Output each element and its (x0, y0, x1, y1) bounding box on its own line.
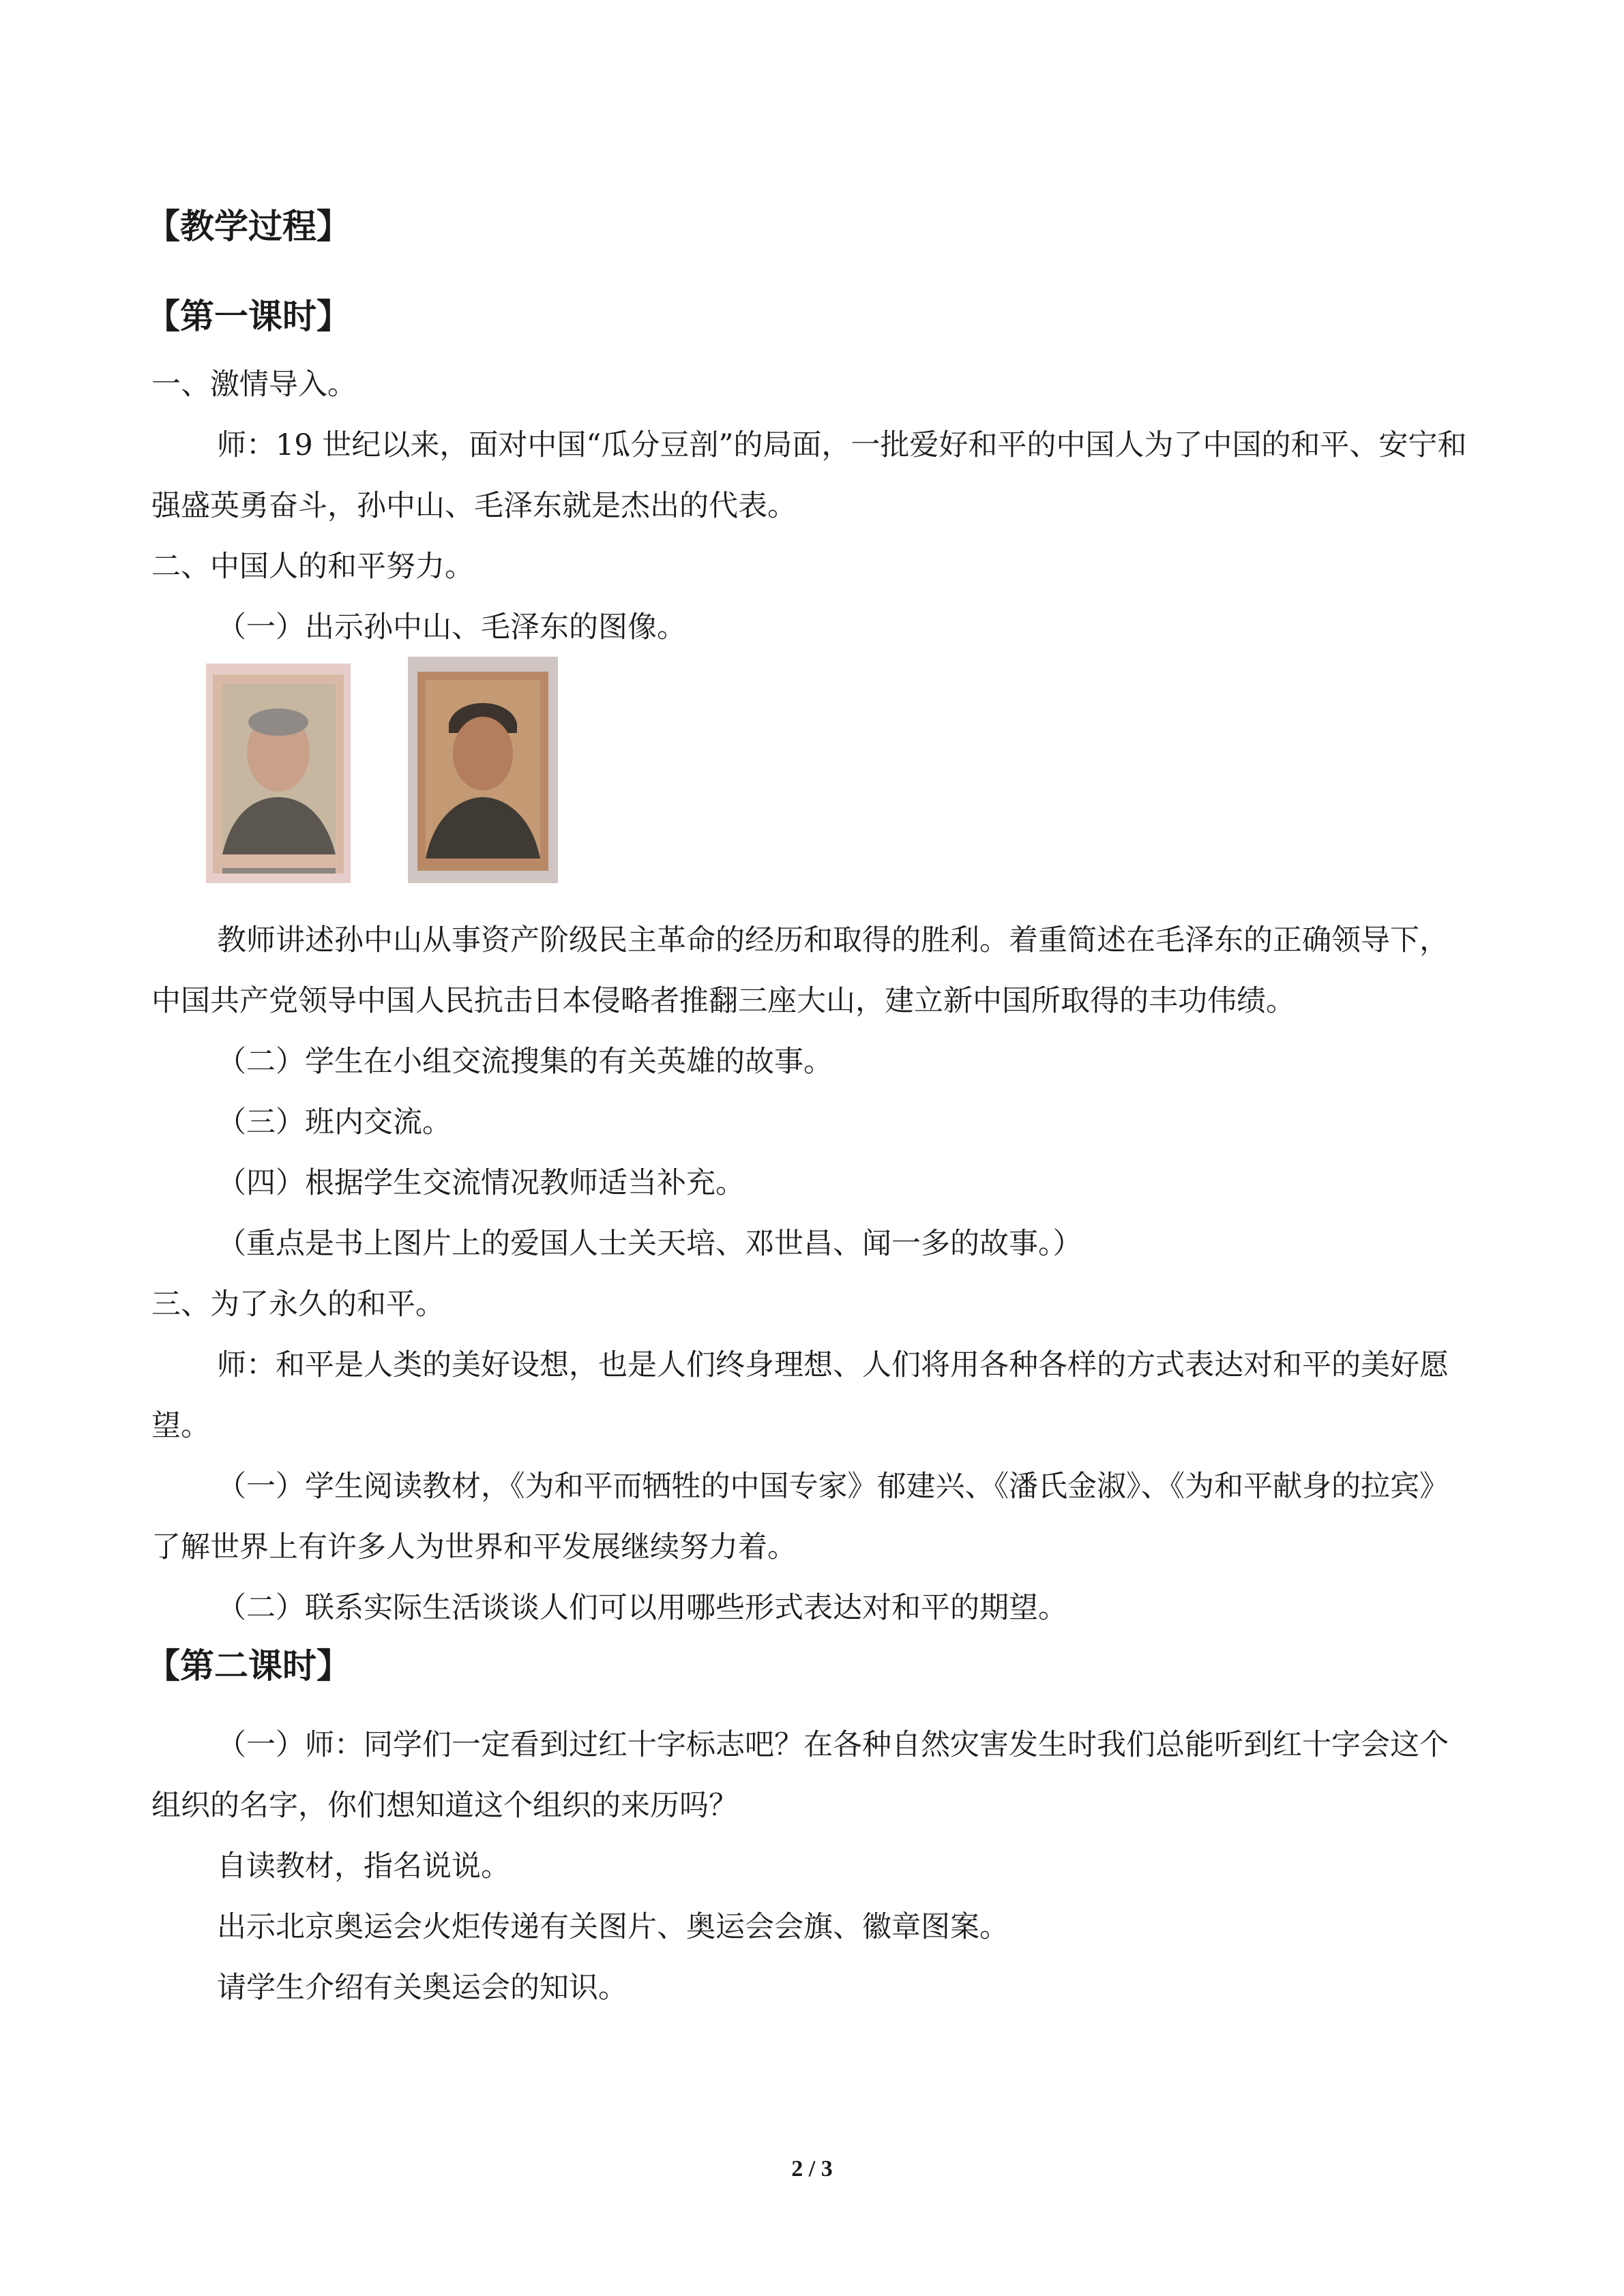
mao-zedong-portrait (408, 657, 558, 883)
part2-narration: 教师讲述孙中山从事资产阶级民主革命的经历和取得的胜利。着重简述在毛泽东的正确领导下，中国共产党领导中国人民抗击日本侵略者推翻三座大山，建立新中国所取得的丰功伟绩。 (151, 923, 1449, 1018)
document-body (146, 205, 1475, 2018)
part2-step1: （一）出示孙中山、毛泽东的图像。 (217, 610, 686, 644)
part3-title: 三、为了永久的和平。 (151, 1287, 445, 1322)
page-number: 2 / 3 (791, 2156, 833, 2181)
portrait-photos (151, 661, 1475, 898)
part3-step1: （一）学生阅读教材，《为和平而牺牲的中国专家》郁建兴、《潘氏金淑》、《为和平献身的拉宾》了解世界上有许多人为世界和平发展继续努力着。 (151, 1470, 1449, 1564)
part3-teacher-paragraph: 师：和平是人类的美好设想，也是人们终身理想、人们将用各种各样的方式表达对和平的美好愿望。 (151, 1348, 1449, 1443)
lesson1-heading: 【第一课时】 (146, 297, 351, 336)
part3-step2: （二）联系实际生活谈谈人们可以用哪些形式表达对和平的期望。 (217, 1591, 1067, 1625)
lesson2-heading: 【第二课时】 (146, 1646, 351, 1686)
lesson2-line4: 请学生介绍有关奥运会的知识。 (217, 1971, 628, 2005)
part2-step4: （四）根据学生交流情况教师适当补充。 (217, 1166, 745, 1200)
part1-teacher-paragraph: 师：19 世纪以来，面对中国“瓜分豆剖”的局面，一批爱好和平的中国人为了中国的和平、安宁和强盛英勇奋斗，孙中山、毛泽东就是杰出的代表。 (151, 428, 1467, 523)
part2-step3: （三）班内交流。 (217, 1105, 452, 1139)
part2-step2: （二）学生在小组交流搜集的有关英雄的故事。 (217, 1045, 833, 1079)
sun-yat-sen-portrait (206, 664, 351, 883)
part1-title: 一、激情导入。 (151, 368, 357, 402)
part2-title: 二、中国人的和平努力。 (151, 550, 474, 584)
part2-note: （重点是书上图片上的爱国人士关天培、邓世昌、闻一多的故事。） (217, 1227, 1082, 1261)
lesson2-step1: （一）师：同学们一定看到过红十字标志吧？在各种自然灾害发生时我们总能听到红十字会这个组织的名字，你们想知道这个组织的来历吗？ (151, 1728, 1449, 1823)
lesson2-line3: 出示北京奥运会火炬传递有关图片、奥运会会旗、徽章图案。 (217, 1910, 1009, 1944)
section-heading: 【教学过程】 (146, 207, 351, 246)
lesson2-line2: 自读教材，指名说说。 (217, 1849, 510, 1883)
